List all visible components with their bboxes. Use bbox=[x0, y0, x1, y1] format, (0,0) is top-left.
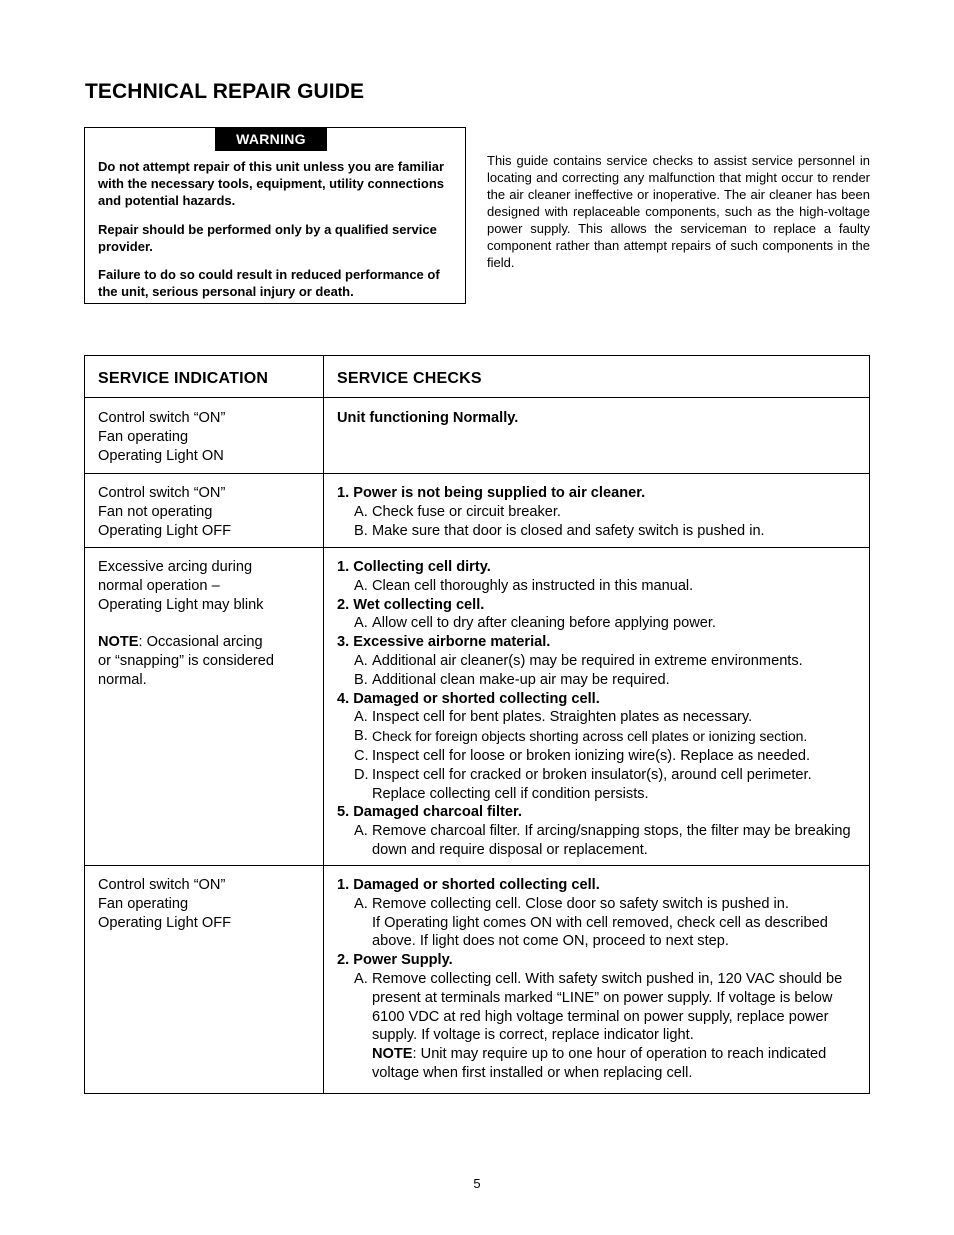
header-service-checks: SERVICE CHECKS bbox=[337, 370, 482, 387]
warning-box bbox=[84, 127, 466, 304]
check-step: B. Additional clean make-up air may be required. bbox=[354, 671, 670, 688]
service-indication-cell bbox=[98, 409, 313, 465]
row-divider bbox=[85, 397, 869, 398]
check-step: A. Remove collecting cell. Close door so safety switch is pushed in. bbox=[354, 895, 789, 912]
indication-line: Control switch “ON” bbox=[98, 410, 226, 426]
page-title: TECHNICAL REPAIR GUIDE bbox=[85, 80, 365, 103]
check-heading: Unit functioning Normally. bbox=[337, 410, 519, 426]
check-heading: 1. Power is not being supplied to air cleaner. bbox=[337, 485, 646, 501]
indication-note-line: or “snapping” is considered bbox=[98, 652, 275, 669]
indication-line: Control switch “ON” bbox=[98, 485, 226, 501]
indication-line: Operating Light OFF bbox=[98, 914, 232, 931]
column-divider bbox=[323, 356, 324, 1093]
indication-line: Fan operating bbox=[98, 428, 189, 445]
check-heading: 4. Damaged or shorted collecting cell. bbox=[337, 690, 600, 707]
service-indication-cell bbox=[98, 558, 313, 690]
indication-line: normal operation – bbox=[98, 577, 220, 594]
check-heading: 1. Collecting cell dirty. bbox=[337, 559, 491, 575]
indication-note: NOTE: Occasional arcing bbox=[98, 634, 263, 651]
indication-line: Fan operating bbox=[98, 895, 189, 912]
warning-paragraph: Do not attempt repair of this unit unless you are familiar with the necessary tools, equipment, utility connections and potential hazards. bbox=[98, 159, 445, 208]
warning-paragraph: Repair should be performed only by a qualified service provider. bbox=[98, 222, 437, 254]
service-checks-cell bbox=[337, 876, 865, 1083]
service-checks-cell bbox=[337, 484, 865, 540]
service-indication-cell bbox=[98, 876, 313, 932]
check-continuation: If Operating light comes ON with cell removed, check cell as described above. If light does not come ON, proceed to next step. bbox=[372, 914, 828, 950]
indication-line: Operating Light ON bbox=[98, 447, 224, 464]
check-step: A. Check fuse or circuit breaker. bbox=[354, 503, 561, 520]
check-note: NOTE: Unit may require up to one hour of operation to reach indicated voltage when first installed or when replacing cell. bbox=[372, 1046, 827, 1081]
service-table bbox=[84, 355, 870, 1094]
page-number: 5 bbox=[473, 1176, 481, 1191]
indication-note-line: normal. bbox=[98, 671, 147, 688]
check-step: B. Make sure that door is closed and safety switch is pushed in. bbox=[354, 522, 765, 539]
check-step: B. Check for foreign objects shorting across cell plates or ionizing section. bbox=[354, 728, 808, 745]
check-step: A. Allow cell to dry after cleaning before applying power. bbox=[354, 615, 716, 632]
check-heading: 2. Power Supply. bbox=[337, 952, 453, 969]
indication-line: Excessive arcing during bbox=[98, 559, 253, 575]
check-heading: 3. Excessive airborne material. bbox=[337, 634, 551, 651]
check-step: A. Remove collecting cell. With safety switch pushed in, 120 VAC should be present at terminals marked “LINE” on power supply. If voltage is below 6100 VDC at red high voltage terminal on power supply, replace power supply. If voltage is correct, replace indicator light. bbox=[354, 970, 843, 1044]
warning-paragraph: Failure to do so could result in reduced performance of the unit, serious personal injury or death. bbox=[98, 267, 440, 299]
check-step: A. Clean cell thoroughly as instructed in this manual. bbox=[354, 577, 694, 594]
indication-line: Control switch “ON” bbox=[98, 877, 226, 893]
check-step: D. Inspect cell for cracked or broken insulator(s), around cell perimeter. Replace collecting cell if condition persists. bbox=[354, 766, 812, 802]
service-checks-cell bbox=[337, 558, 865, 860]
row-divider bbox=[85, 547, 869, 548]
check-step: A. Inspect cell for bent plates. Straighten plates as necessary. bbox=[354, 709, 753, 726]
check-heading: 1. Damaged or shorted collecting cell. bbox=[337, 877, 600, 893]
intro-paragraph: This guide contains service checks to assist service personnel in locating and correcting any malfunction that might occur to render the air cleaner ineffective or inoperative. The air cleaner has been designed with replaceable components, such as the high-voltage power supply. This allows the serviceman to replace a faulty component rather than attempt repairs of such components in the field. bbox=[487, 153, 870, 270]
indication-line: Operating Light OFF bbox=[98, 522, 232, 539]
check-heading: 5. Damaged charcoal filter. bbox=[337, 804, 522, 821]
warning-label: WARNING bbox=[215, 127, 327, 151]
indication-line: Fan not operating bbox=[98, 503, 213, 520]
service-indication-cell bbox=[98, 484, 313, 540]
service-checks-cell bbox=[337, 409, 865, 428]
row-divider bbox=[85, 473, 869, 474]
header-service-indication: SERVICE INDICATION bbox=[98, 370, 269, 387]
check-step: C. Inspect cell for loose or broken ionizing wire(s). Replace as needed. bbox=[354, 747, 811, 764]
check-heading: 2. Wet collecting cell. bbox=[337, 596, 485, 613]
check-step: A. Remove charcoal filter. If arcing/snapping stops, the filter may be breaking down and require disposal or replacement. bbox=[354, 823, 851, 858]
check-step: A. Additional air cleaner(s) may be required in extreme environments. bbox=[354, 652, 803, 669]
indication-line: Operating Light may blink bbox=[98, 596, 264, 613]
row-divider bbox=[85, 865, 869, 866]
